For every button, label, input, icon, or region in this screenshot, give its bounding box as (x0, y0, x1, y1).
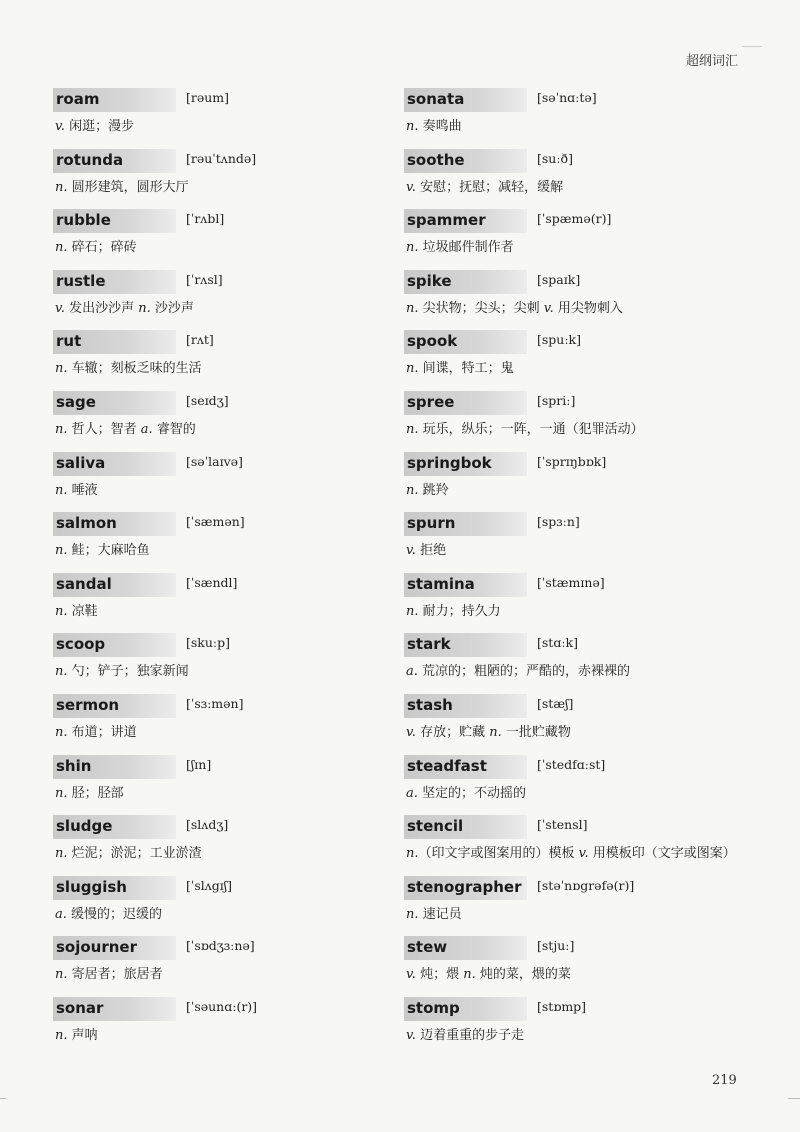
entry-headword-row (404, 147, 749, 173)
definition: n. 布道；讲道 (55, 724, 137, 740)
definition: n. 烂泥；淤泥；工业淤渣 (55, 846, 202, 862)
headword: sojourner (56, 938, 138, 957)
headword: stomp (407, 998, 460, 1017)
left-column (53, 86, 363, 1056)
vocab-entry (53, 874, 363, 935)
definition: n. 垃圾邮件制作者 (406, 240, 514, 256)
vocab-entry (53, 268, 363, 329)
definition: n. 间谍，特工；鬼 (406, 361, 514, 377)
phonetic: [stæʃ] (537, 695, 574, 711)
phonetic: [seɪdʒ] (186, 392, 229, 408)
definition: n. 碎石；碎砖 (55, 240, 137, 256)
headword: stamina (407, 574, 475, 593)
entry-headword-row (404, 631, 749, 657)
vocab-entry (404, 571, 749, 632)
headword: rotunda (56, 150, 124, 169)
entry-headword-row (53, 753, 363, 779)
vocab-entry (53, 692, 363, 753)
vocab-entry (53, 450, 363, 511)
entry-headword-row (53, 510, 363, 536)
definition: a. 荒凉的；粗陋的；严酷的，赤裸裸的 (406, 664, 631, 680)
entry-headword-row (53, 692, 363, 718)
phonetic: [rəum] (186, 90, 230, 105)
entry-headword-row (53, 934, 363, 960)
definition: n. 胫；胫部 (55, 785, 124, 801)
page-number: 219 (712, 1073, 737, 1088)
entry-headword-row (404, 328, 749, 354)
phonetic: [suːð] (537, 150, 573, 166)
headword: sonar (56, 998, 104, 1017)
phonetic: [stɑːk] (537, 635, 578, 651)
phonetic: [ˈstedfɑːst] (537, 756, 606, 772)
definition: n. 车辙；刻板乏味的生活 (55, 361, 202, 377)
vocab-entry (53, 328, 363, 389)
phonetic: [ʃɪn] (186, 756, 212, 772)
headword: spurn (407, 514, 456, 533)
phonetic: [səˈlaɪvə] (186, 453, 243, 469)
vocab-entry (404, 631, 749, 692)
headword: scoop (56, 635, 106, 654)
entry-headword-row (404, 813, 749, 839)
headword: springbok (407, 453, 492, 472)
phonetic: [spuːk] (537, 332, 582, 348)
right-column (404, 86, 749, 1056)
definition: n. 奏鸣曲 (406, 119, 462, 134)
vocab-entry (404, 753, 749, 814)
phonetic: [ˈsɒdʒɜːnə] (186, 938, 255, 954)
entry-headword-row (404, 207, 749, 233)
headword: sandal (56, 574, 112, 593)
entry-headword-row (53, 389, 363, 415)
headword: saliva (56, 453, 106, 472)
vocab-entry (404, 692, 749, 753)
entry-headword-row (53, 268, 363, 294)
definition: a. 缓慢的；迟缓的 (55, 906, 163, 922)
headword: stark (407, 635, 451, 654)
definition: v. 存放；贮藏 n. 一批贮藏物 (406, 724, 571, 740)
entry-headword-row (53, 450, 363, 476)
phonetic: [ˈsəunɑː(r)] (186, 998, 258, 1014)
definition: n. 唾液 (55, 482, 98, 498)
headword: sage (56, 392, 96, 411)
crop-mark (788, 1098, 800, 1099)
headword: sonata (407, 90, 465, 108)
phonetic: [stjuː] (537, 938, 575, 954)
headword: stenographer (407, 877, 522, 896)
vocab-entry (404, 874, 749, 935)
definition: v. 安慰；抚慰；减轻，缓解 (406, 179, 564, 195)
entry-headword-row (53, 631, 363, 657)
headword: sermon (56, 695, 120, 714)
definition: a. 坚定的；不动摇的 (406, 785, 527, 801)
vocab-entry (53, 389, 363, 450)
vocab-entry (53, 934, 363, 995)
phonetic: [ˈrʌsl] (186, 271, 223, 287)
headword: sluggish (56, 877, 127, 896)
entry-headword-row (404, 86, 749, 112)
vocab-entry (404, 389, 749, 450)
phonetic: [səˈnɑːtə] (537, 90, 597, 105)
phonetic: [ˈspæmə(r)] (537, 211, 612, 227)
entry-headword-row (404, 995, 749, 1021)
phonetic: [ˈsæmən] (186, 514, 245, 530)
vocab-entry (404, 450, 749, 511)
vocab-entry (53, 753, 363, 814)
definition: v. 迈着重重的步子走 (406, 1027, 525, 1043)
headword: rustle (56, 271, 106, 290)
definition: n. 尖状物；尖头；尖刺 v. 用尖物刺入 (406, 300, 623, 316)
phonetic: [ˈrʌbl] (186, 211, 225, 227)
headword: roam (56, 90, 100, 108)
vocab-entry (404, 268, 749, 329)
phonetic: [ˈstensl] (537, 817, 588, 833)
definition: n. 声呐 (55, 1027, 98, 1043)
header-rule (742, 46, 762, 47)
headword: spree (407, 392, 455, 411)
headword: spike (407, 271, 452, 290)
entry-headword-row (404, 753, 749, 779)
section-header: 超纲词汇 (685, 54, 738, 69)
phonetic: [rəuˈtʌndə] (186, 150, 257, 166)
definition: n. 寄居者；旅居者 (55, 967, 163, 983)
headword: soothe (407, 150, 465, 169)
phonetic: [stɒmp] (537, 998, 587, 1014)
entry-headword-row (53, 328, 363, 354)
vocab-entry (53, 147, 363, 208)
entry-headword-row (53, 813, 363, 839)
entry-headword-row (404, 934, 749, 960)
definition: n.（印文字或图案用的）模板 v. 用模板印（文字或图案） (406, 846, 736, 862)
definition: n. 圆形建筑，圆形大厅 (55, 179, 189, 195)
vocab-entry (53, 631, 363, 692)
phonetic: [ˈslʌgɪʃ] (186, 877, 233, 893)
vocab-entry (404, 207, 749, 268)
definition: v. 炖；煨 n. 炖的菜，煨的菜 (406, 967, 571, 983)
headword: rut (56, 332, 82, 351)
headword: rubble (56, 211, 111, 230)
entry-headword-row (53, 207, 363, 233)
entry-headword-row (53, 86, 363, 112)
headword: stencil (407, 817, 464, 836)
vocab-entry (404, 328, 749, 389)
entry-headword-row (404, 571, 749, 597)
vocab-entry (404, 510, 749, 571)
entry-headword-row (53, 571, 363, 597)
headword: sludge (56, 817, 113, 836)
crop-mark (0, 1098, 6, 1099)
phonetic: [stəˈnɒgrəfə(r)] (537, 877, 635, 893)
vocab-entry (404, 86, 749, 147)
definition: n. 凉鞋 (55, 603, 98, 619)
definition: n. 鲑；大麻哈鱼 (55, 543, 150, 559)
entry-headword-row (404, 510, 749, 536)
phonetic: [ˈsɜːmən] (186, 695, 244, 711)
vocab-entry (53, 571, 363, 632)
entry-headword-row (53, 874, 363, 900)
headword: spook (407, 332, 458, 351)
entry-headword-row (404, 268, 749, 294)
phonetic: [ˈstæmɪnə] (537, 574, 605, 590)
vocab-entry (53, 813, 363, 874)
headword: spammer (407, 211, 486, 230)
vocab-entry (404, 934, 749, 995)
headword: steadfast (407, 756, 487, 775)
headword: stash (407, 695, 453, 714)
definition: v. 闲逛；漫步 (55, 119, 135, 134)
phonetic: [spɜːn] (537, 514, 580, 530)
definition: n. 速记员 (406, 906, 462, 922)
headword: stew (407, 938, 448, 957)
definition: v. 发出沙沙声 n. 沙沙声 (55, 300, 194, 316)
definition: v. 拒绝 (406, 543, 447, 559)
phonetic: [spaɪk] (537, 271, 581, 287)
vocab-entry (53, 207, 363, 268)
vocab-entry (53, 86, 363, 147)
entry-headword-row (404, 874, 749, 900)
phonetic: [skuːp] (186, 635, 231, 651)
definition: n. 跳羚 (406, 482, 449, 498)
phonetic: [spriː] (537, 392, 576, 408)
definition: n. 耐力；持久力 (406, 603, 501, 619)
entry-headword-row (404, 692, 749, 718)
vocab-entry (53, 995, 363, 1056)
headword: shin (56, 756, 92, 775)
definition: n. 玩乐，纵乐；一阵，一通（犯罪活动） (406, 421, 644, 437)
phonetic: [ˈsændl] (186, 574, 238, 590)
entry-headword-row (53, 995, 363, 1021)
entry-headword-row (53, 147, 363, 173)
phonetic: [slʌdʒ] (186, 817, 229, 833)
entry-headword-row (404, 450, 749, 476)
vocab-entry (53, 510, 363, 571)
definition: n. 哲人；智者 a. 睿智的 (55, 421, 196, 437)
phonetic: [rʌt] (186, 332, 214, 348)
vocab-entry (404, 147, 749, 208)
headword: salmon (56, 514, 117, 533)
entry-headword-row (404, 389, 749, 415)
phonetic: [ˈsprɪŋbɒk] (537, 453, 607, 469)
vocab-entry (404, 813, 749, 874)
vocab-entry (404, 995, 749, 1056)
definition: n. 勺；铲子；独家新闻 (55, 664, 189, 680)
